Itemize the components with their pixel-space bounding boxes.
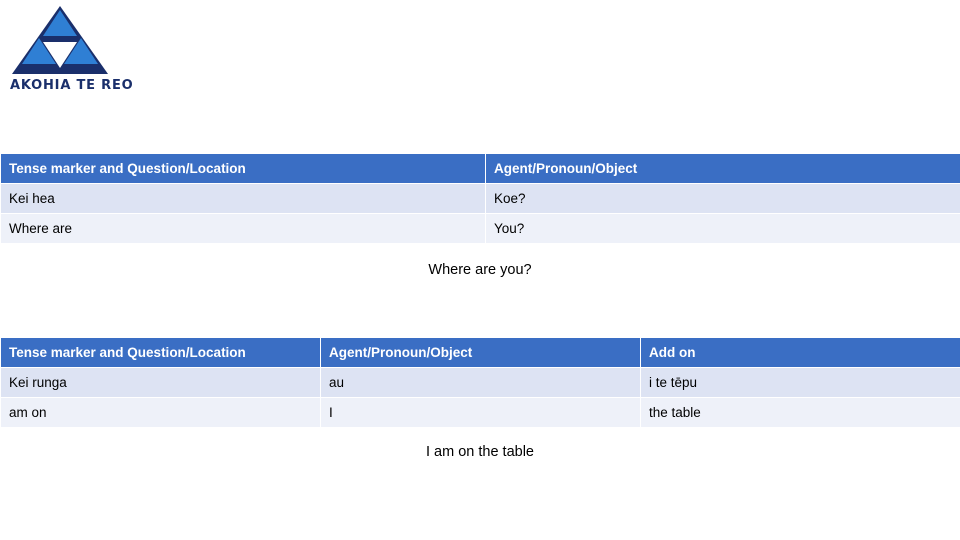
table-two-header-cell-2: Agent/Pronoun/Object [321,338,641,368]
table-two-cell-r2c2: I [321,398,641,428]
table-one-cell-r2c1: Where are [1,214,486,244]
table-header-row [1,154,960,184]
logo [8,6,208,102]
logo-notch-icon [43,42,77,68]
table-two-header-cell-1: Tense marker and Question/Location [1,338,321,368]
table-one-cell-r1c1: Kei hea [1,184,486,214]
table-two-header-cell-3: Add on [641,338,960,368]
table-two-cell-r1c3: i te tēpu [641,368,960,398]
sentence-structure-table-two [0,337,960,428]
table-one-header-cell-2: Agent/Pronoun/Object [486,154,960,184]
table-two-cell-r2c3: the table [641,398,960,428]
table-header-row [1,338,960,368]
table-two-cell-r1c1: Kei runga [1,368,321,398]
table-one-caption: Where are you? [428,262,532,278]
table-row [1,214,960,244]
table-row [1,368,960,398]
triangle-logo-icon [12,6,108,74]
table-two-cell-r1c2: au [321,368,641,398]
table-two-cell-r2c1: am on [1,398,321,428]
table-row [1,398,960,428]
logo-wordmark: AKOHIA TE REO [10,78,134,93]
table-one-cell-r1c2: Koe? [486,184,960,214]
table-row [1,184,960,214]
table-two-caption: I am on the table [425,444,534,460]
logo-inner-top-triangle-icon [43,10,77,36]
table-one-cell-r2c2: You? [486,214,960,244]
table-one-header-cell-1: Tense marker and Question/Location [1,154,486,184]
sentence-structure-table-one [0,153,960,244]
